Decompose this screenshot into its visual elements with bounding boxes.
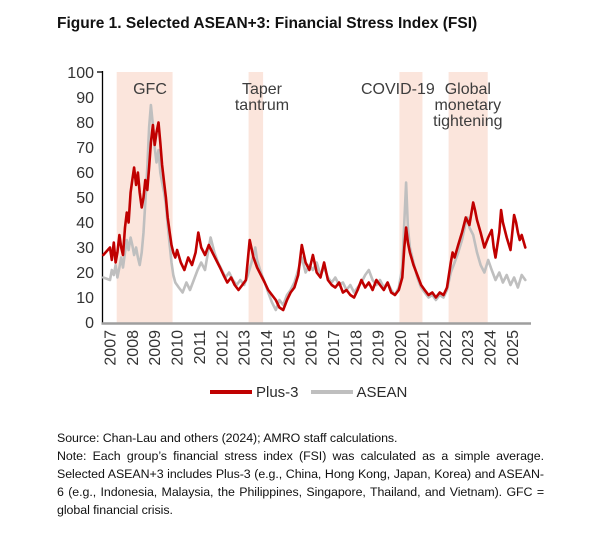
x-tick-label: 2025 — [504, 330, 522, 366]
y-tick-label: 20 — [76, 265, 94, 282]
x-tick-label: 2009 — [147, 330, 165, 366]
x-tick-label: 2010 — [169, 330, 187, 366]
x-tick-label: 2013 — [236, 330, 254, 366]
note-text: Note: Each group’s financial stress index (FSI) was calculated as a simple average. Selected ASEAN+3 includes Plus-3 (e.g., China, Hong Kong, Japan, Korea) and ASEAN-6 (e.g., Indonesia, Malaysia, the Philippines, Singapore, Thailand, and Vietnam). GFC = global financial crisis. — [57, 449, 544, 517]
x-tick-label: 2011 — [191, 330, 209, 365]
legend-swatch-plus3 — [210, 390, 252, 393]
x-tick-label: 2023 — [460, 330, 478, 366]
x-tick-label: 2016 — [303, 330, 321, 366]
legend-label-plus3: Plus-3 — [256, 383, 299, 401]
source-text: Source: Chan-Lau and others (2024); AMRO staff calculations. — [57, 431, 398, 445]
x-tick-label: 2014 — [258, 330, 276, 366]
x-tick-label: 2008 — [124, 330, 142, 366]
x-tick-label: 2007 — [102, 330, 120, 366]
page-title: Figure 1. Selected ASEAN+3: Financial Stress Index (FSI) — [57, 15, 478, 32]
band-annotation-gfc: GFC — [133, 81, 167, 98]
y-tick-label: 80 — [76, 115, 94, 132]
x-tick-label: 2024 — [482, 330, 500, 366]
figure-notes — [57, 429, 544, 519]
y-tick-label: 50 — [76, 190, 94, 207]
x-tick-label: 2022 — [437, 330, 455, 366]
x-tick-label: 2019 — [370, 330, 388, 366]
x-tick-label: 2017 — [326, 330, 343, 366]
legend-label-asean: ASEAN — [356, 383, 408, 401]
y-tick-label: 70 — [76, 140, 94, 157]
x-tick-label: 2020 — [393, 330, 411, 366]
y-tick-label: 40 — [76, 215, 94, 232]
x-tick-label: 2012 — [214, 330, 232, 366]
band-annotation-taper-tantrum: Taper tantrum — [234, 81, 290, 114]
y-tick-label: 0 — [85, 315, 94, 332]
y-tick-label: 30 — [76, 240, 94, 257]
y-tick-label: 60 — [76, 165, 94, 182]
band-annotation-covid-19: COVID-19 — [360, 81, 435, 98]
band-annotation-global-monetary-tightening: Global monetary tightening — [433, 81, 503, 130]
y-tick-label: 100 — [67, 65, 94, 82]
y-tick-label: 90 — [76, 90, 94, 107]
chart-legend — [210, 384, 419, 400]
x-tick-label: 2021 — [415, 330, 433, 366]
x-tick-label: 2015 — [281, 330, 299, 366]
legend-swatch-asean — [311, 390, 353, 393]
x-tick-label: 2018 — [348, 330, 366, 366]
y-tick-label: 10 — [76, 290, 94, 307]
